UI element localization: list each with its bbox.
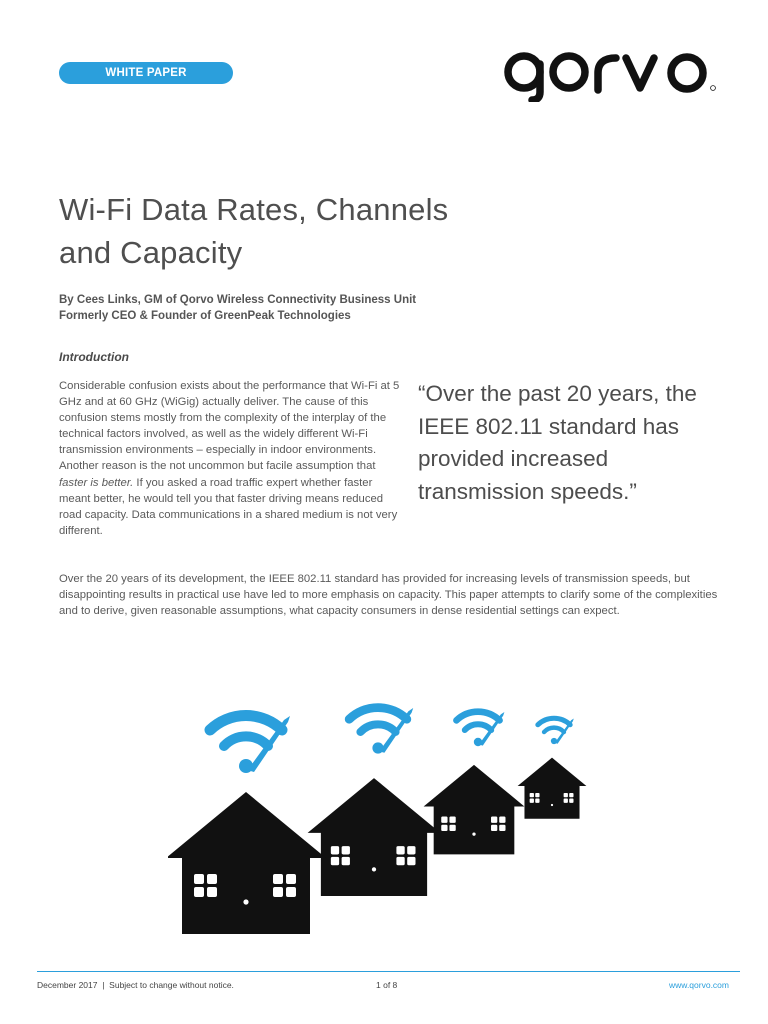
footer-disclaimer: Subject to change without notice. [109, 980, 234, 990]
wifi-speed-icon-2 [349, 708, 413, 754]
body-paragraph: Over the 20 years of its development, the IEEE 802.11 standard has provided for increasing levels of transmission speeds, but disappointing results in practical use have led to more emphasis on capacity. This paper attempts to clarify some of the complexities and to derive, given reasonable assumptions, what capacity consumers in dense residential settings can expect. [59, 573, 718, 618]
intro-text-end: If you asked a road traffic expert whether faster meant better, he would tell you that faster driving means reduced road capacity. Data communications in a shared medium is not very different. [59, 476, 398, 537]
author-byline [59, 292, 416, 324]
wifi-speed-icon-4 [538, 718, 574, 744]
footer-divider [37, 971, 740, 972]
house-4-icon [518, 758, 587, 819]
footer-separator: | [102, 980, 105, 990]
white-paper-badge: WHITE PAPER [59, 62, 233, 84]
wifi-speed-icon-3 [456, 712, 504, 746]
byline-former-role: Formerly CEO & Founder of GreenPeak Technologies [59, 310, 351, 322]
intro-text-start: Considerable confusion exists about the performance that Wi-Fi at 5 GHz and at 60 GHz (WiGig) actually deliver. The cause of this confusion stems mostly from the complexity of the interplay of the technical factors involved, as well as the widely different Wi-Fi transmission environments – especially in indoor environments. Another reason is the not uncommon but facile assumption that [59, 380, 400, 473]
footer-date-disclaimer [37, 980, 234, 990]
intro-emphasis: faster is better. [59, 476, 134, 489]
section-heading: Introduction [59, 350, 129, 364]
pull-quote: “Over the past 20 years, the IEEE 802.11 standard has provided increased transmission speeds.” [418, 381, 697, 504]
footer-date: December 2017 [37, 980, 98, 990]
title-line-1: Wi-Fi Data Rates, Channels [59, 192, 449, 227]
page-number: 1 of 8 [376, 980, 398, 990]
intro-paragraph [59, 378, 401, 539]
qorvo-logo [494, 46, 720, 102]
title-line-2: and Capacity [59, 235, 243, 270]
houses-wifi-illustration [168, 688, 598, 958]
wifi-speed-icon-1 [210, 716, 290, 773]
byline-author: By Cees Links, GM of Qorvo Wireless Connectivity Business Unit [59, 294, 417, 306]
house-2-icon [308, 778, 441, 896]
document-title [59, 188, 619, 274]
website-link[interactable]: www.qorvo.com [669, 980, 729, 990]
house-1-icon [168, 792, 326, 934]
house-3-icon [424, 765, 525, 854]
